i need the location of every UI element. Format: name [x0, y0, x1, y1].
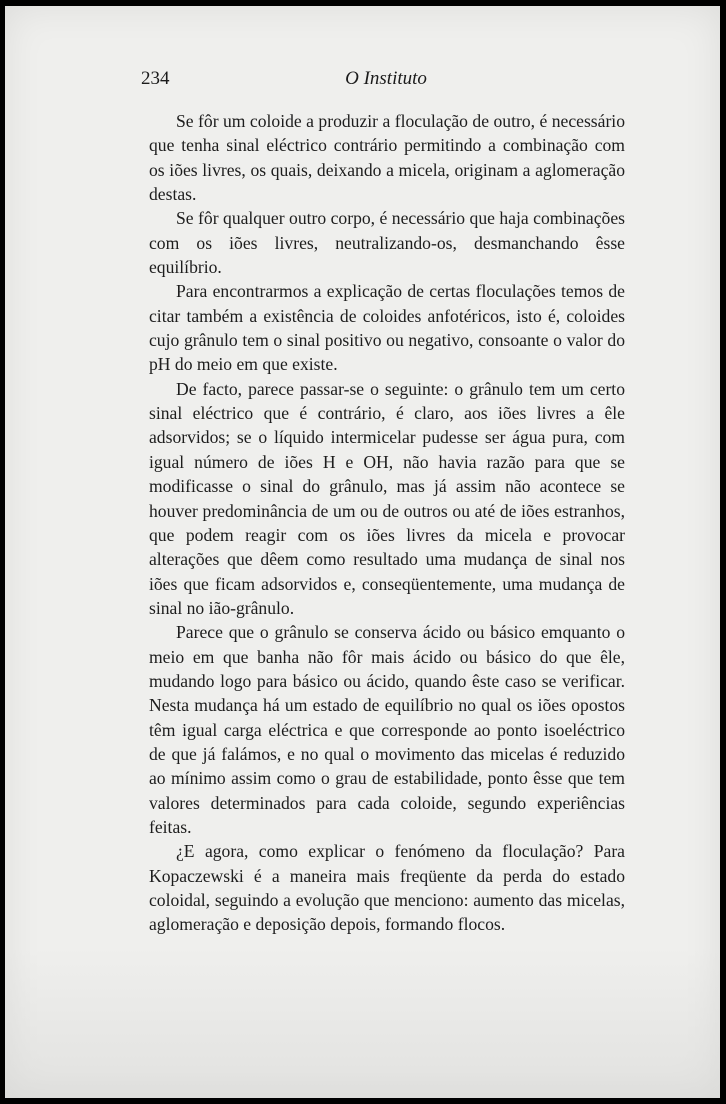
page-header	[141, 66, 625, 96]
paragraph-6: ¿E agora, como explicar o fenómeno da floculação? Para Kopaczewski é a maneira mais freqüente da perda do estado coloidal, seguindo a evolução que menciono: aumento das micelas, aglomeração e deposição depois, formando flocos.	[149, 841, 625, 935]
paragraph-3: Para encontrarmos a explicação de certas floculações temos de citar também a existência de coloides anfotéricos, isto é, coloides cujo grânulo tem o sinal positivo ou negativo, consoante o valor do pH do meio em que existe.	[149, 281, 625, 375]
paragraph-2: Se fôr qualquer outro corpo, é necessário que haja combinações com os iões livres, neutralizando-os, desmanchando êsse equilíbrio.	[149, 208, 625, 278]
running-title: O Instituto	[345, 68, 427, 89]
body-text	[149, 109, 625, 937]
paragraph-1: Se fôr um coloide a produzir a floculação de outro, é necessário que tenha sinal eléctrico contrário permitindo a combinação com os iões livres, os quais, deixando a micela, originam a aglomeração destas.	[149, 111, 625, 205]
paper-shading	[5, 948, 720, 1098]
paragraph-4: De facto, parece passar-se o seguinte: o grânulo tem um certo sinal eléctrico que é contrário, é claro, aos iões livres a êle adsorvidos; se o líquido intermicelar pudesse ser água pura, com igual número de iões H e OH, não havia razão para que se modificasse o sinal do grânulo, mas já assim não acontece se houver predominância de um ou de outros ou até de iões estranhos, que podem reagir com os iões livres da micela e provocar alterações que dêem como resultado uma mudança de sinal nos iões que ficam adsorvidos e, conseqüentemente, uma mudança de sinal no ião-grânulo.	[149, 378, 625, 618]
paragraph-5: Parece que o grânulo se conserva ácido ou básico emquanto o meio em que banha não fôr mais ácido ou básico do que êle, mudando logo para básico ou ácido, quando êste caso se verificar. Nesta mudança há um estado de equilíbrio no qual os iões opostos têm igual carga eléctrica e que corresponde ao ponto isoeléctrico de que já falámos, e no qual o movimento das micelas é reduzido ao mínimo assim como o grau de estabilidade, ponto êsse que tem valores determinados para cada coloide, segundo experiências feitas.	[149, 622, 625, 837]
page-number: 234	[141, 68, 170, 89]
